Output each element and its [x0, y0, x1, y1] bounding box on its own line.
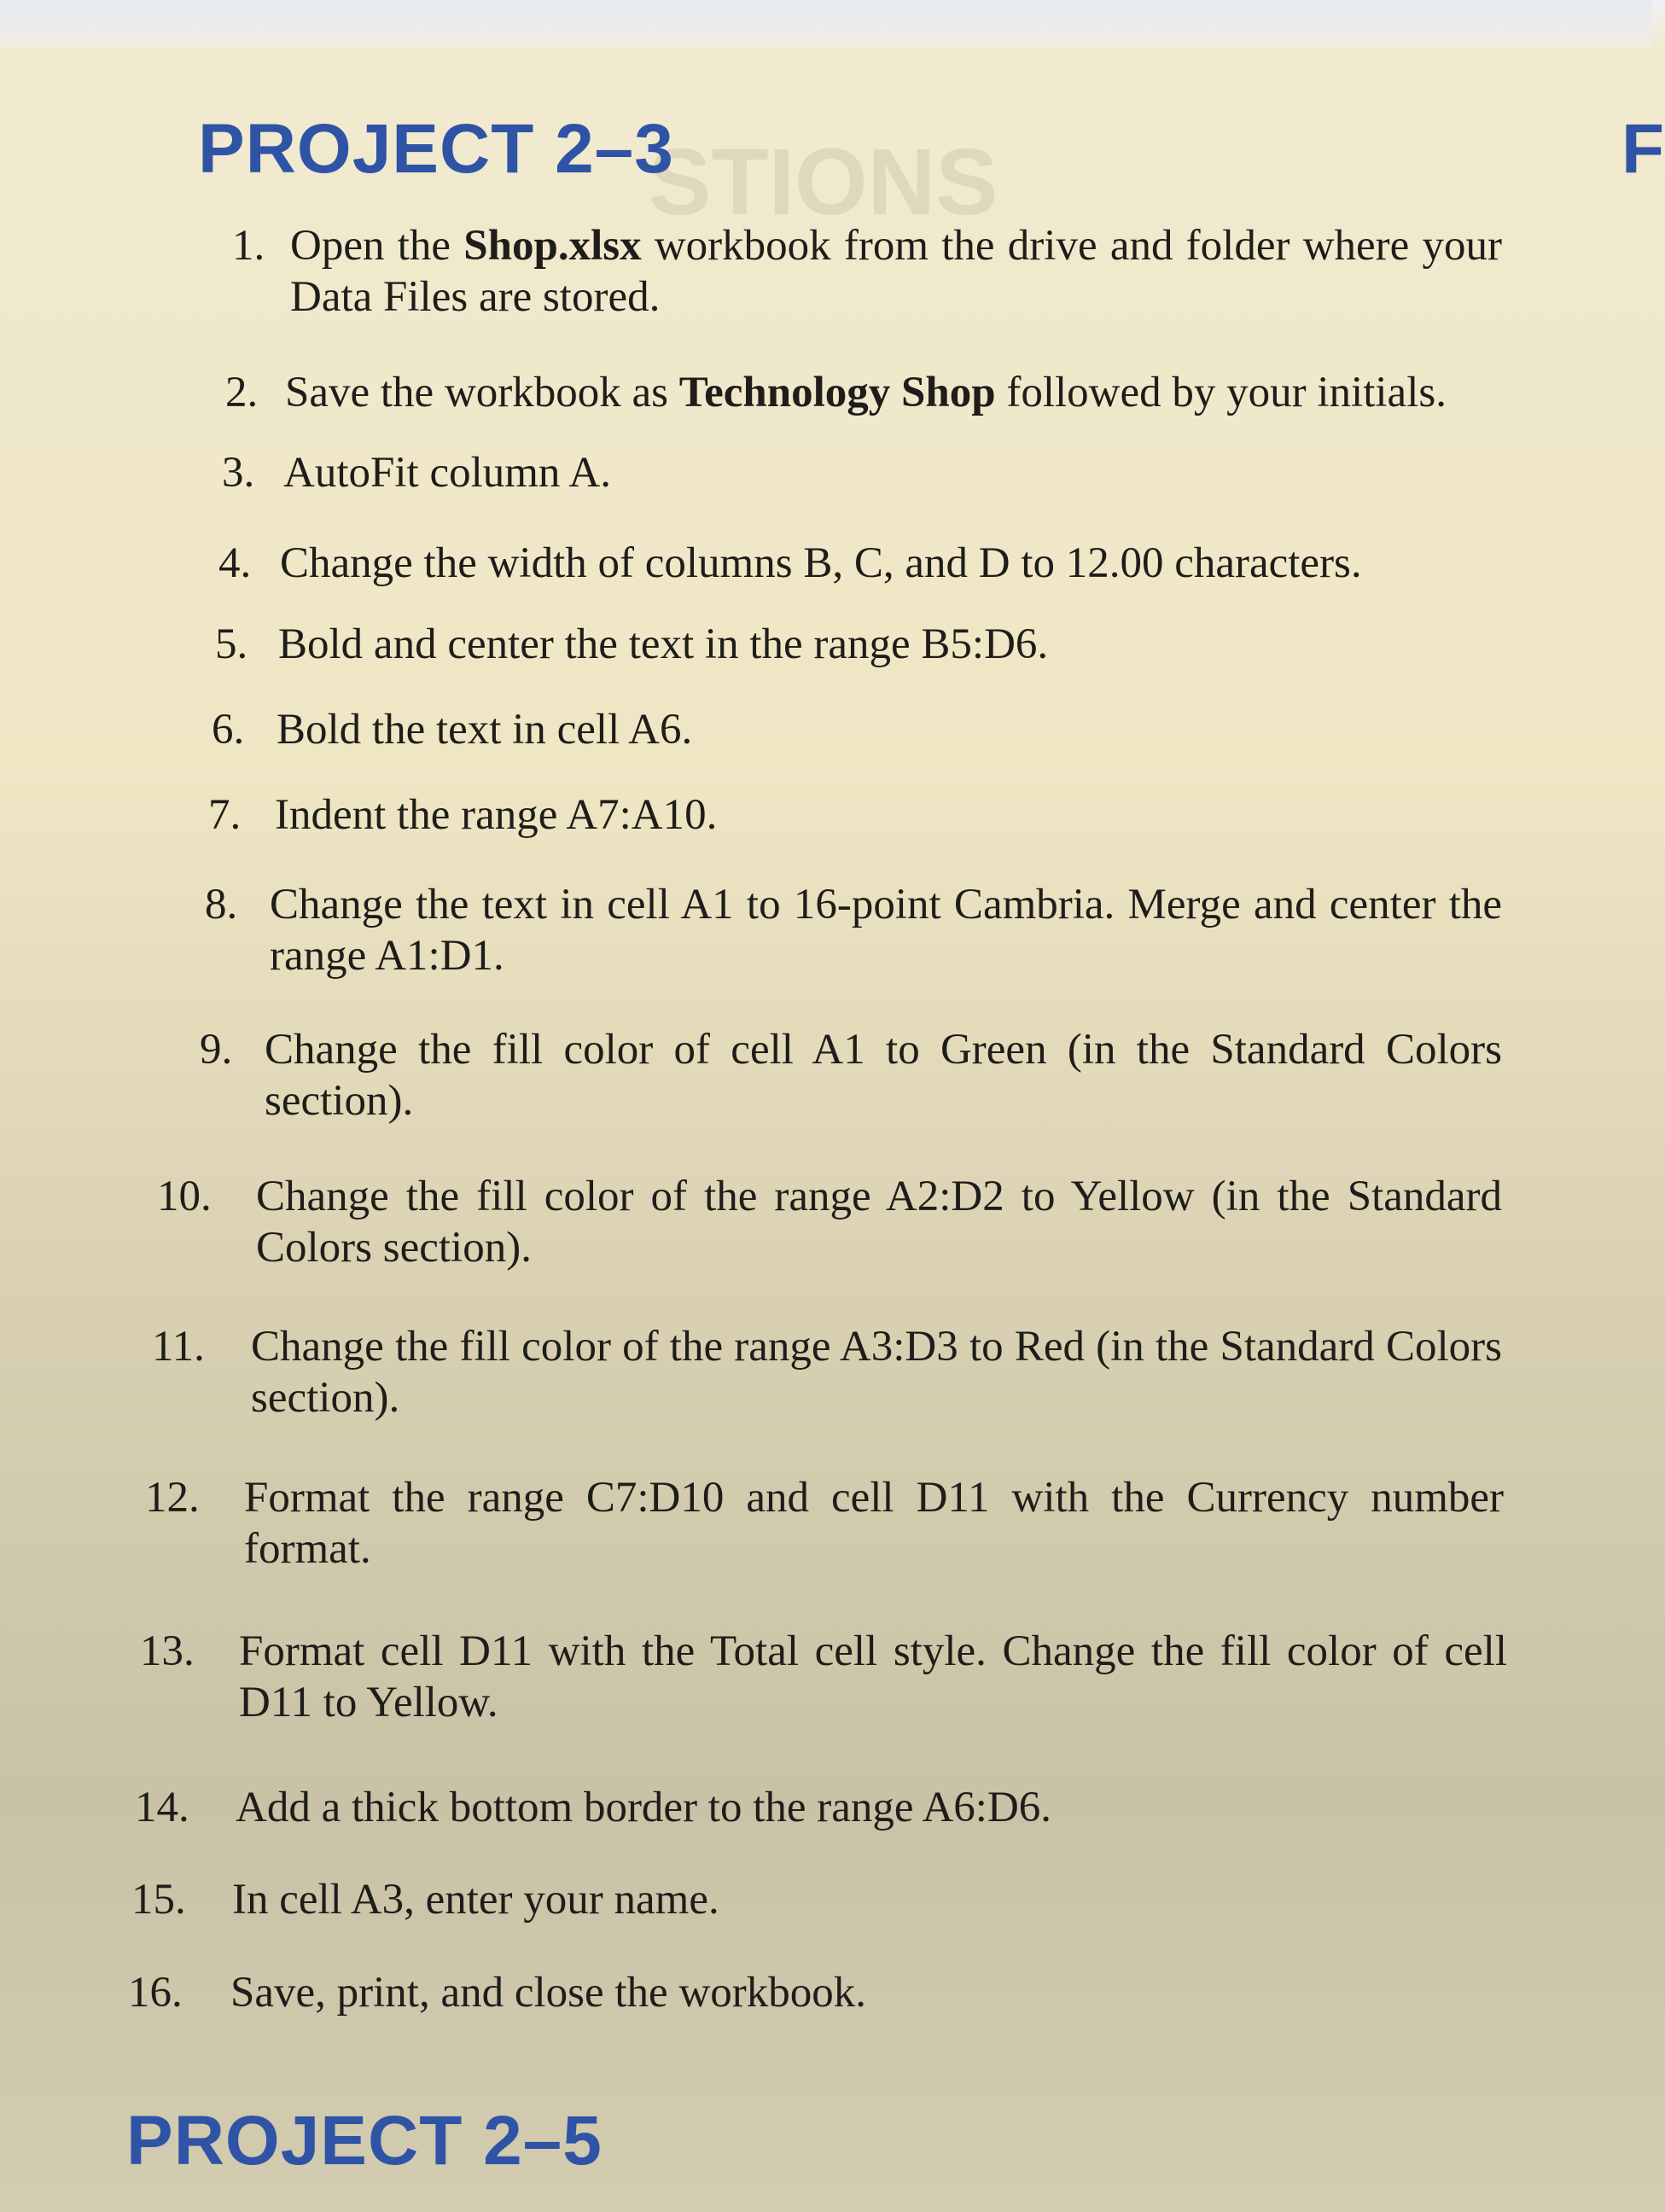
step-text: Change the fill color of the range A3:D3 to Red (in the Standard Colors section). — [251, 1323, 1502, 1422]
step-text: Save the workbook as Technology Shop followed by your initials. — [285, 369, 1447, 416]
step-text: Format the range C7:D10 and cell D11 with the Currency number format. — [244, 1474, 1504, 1573]
step-text: Change the fill color of the range A2:D2 to Yellow (in the Standard Colors section). — [256, 1173, 1502, 1272]
step-number: 16. — [128, 1969, 183, 2017]
step-number: 11. — [152, 1323, 205, 1371]
step-text: Bold the text in cell A6. — [277, 706, 693, 754]
step-text: AutoFit column A. — [283, 449, 611, 497]
step-number: 12. — [145, 1474, 200, 1522]
step-number: 8. — [205, 881, 238, 928]
project-heading: PROJECT 2–3 — [198, 110, 674, 188]
next-project-heading: PROJECT 2–5 — [126, 2102, 603, 2180]
step-text: Format cell D11 with the Total cell style. Change the fill color of cell D11 to Yellow. — [239, 1627, 1507, 1726]
step-text: Change the width of columns B, C, and D to 12.00 characters. — [280, 539, 1362, 587]
file-name: Shop.xlsx — [463, 222, 642, 270]
step-number: 3. — [222, 449, 255, 497]
step-number: 14. — [135, 1784, 189, 1831]
step-number: 4. — [218, 539, 252, 587]
step-number: 6. — [212, 706, 245, 754]
step-number: 1. — [232, 222, 265, 270]
step-text: Add a thick bottom border to the range A6:D6. — [236, 1784, 1052, 1831]
step-number: 2. — [225, 369, 259, 416]
page-top-edge — [0, 0, 1652, 47]
step-number: 5. — [215, 620, 248, 668]
step-text: Change the fill color of cell A1 to Green (in the Standard Colors section). — [265, 1026, 1502, 1125]
step-number: 7. — [208, 791, 242, 839]
step-number: 9. — [200, 1026, 233, 1074]
step-text: Save, print, and close the workbook. — [230, 1969, 867, 2017]
step-text: In cell A3, enter your name. — [232, 1876, 719, 1924]
cut-off-heading-fragment: F — [1621, 110, 1665, 188]
step-text: Bold and center the text in the range B5:D6. — [278, 620, 1049, 668]
save-name: Technology Shop — [678, 369, 996, 416]
step-text: Change the text in cell A1 to 16-point Cambria. Merge and center the range A1:D1. — [270, 881, 1502, 980]
step-text: Indent the range A7:A10. — [275, 791, 718, 839]
bleed-through-text: STIONS — [649, 130, 998, 235]
step-number: 10. — [157, 1173, 212, 1220]
step-number: 13. — [140, 1627, 195, 1675]
step-text: Open the Shop.xlsx workbook from the drive and folder where your Data Files are stored. — [290, 222, 1502, 321]
step-number: 15. — [131, 1876, 186, 1924]
